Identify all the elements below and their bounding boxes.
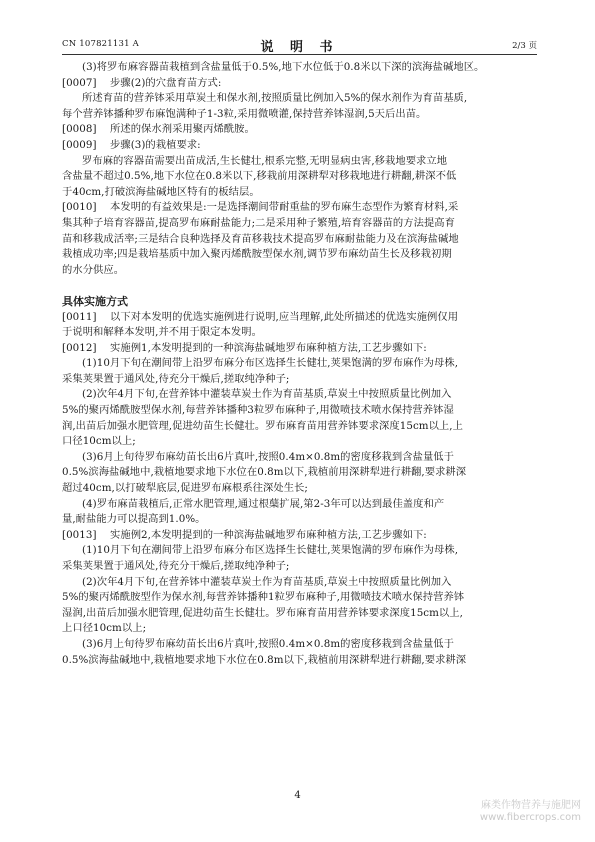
text-line bbox=[62, 60, 537, 76]
page-header bbox=[62, 36, 537, 55]
text-line bbox=[62, 387, 537, 403]
text-line bbox=[62, 356, 537, 372]
line-text: 5%的聚丙烯酰胺型作为保水剂,每营养钵播种1粒罗布麻种子,用微喷技术喷水保持营养钵 bbox=[62, 591, 465, 604]
paragraph-number: [0009] bbox=[62, 138, 97, 151]
line-text: 本发明的有益效果是:一是选择潮间带耐重盐的罗布麻生态型作为繁育材料,采 bbox=[110, 201, 459, 214]
text-line bbox=[62, 216, 537, 232]
text-line bbox=[62, 325, 537, 341]
line-text: 所述的保水剂采用聚丙烯酰胺。 bbox=[110, 123, 255, 136]
text-line bbox=[62, 419, 537, 435]
line-text: (1)10月下旬在潮间带上沿罗布麻分布区选择生长健壮,荚果饱满的罗布麻作为母株, bbox=[82, 357, 459, 370]
line-text: 的水分供应。 bbox=[62, 263, 125, 276]
page-number: 4 bbox=[294, 790, 301, 801]
line-text: 含盐量不超过0.5%,地下水位在0.8米以下,移栽前用深耕犁对移栽地进行耕翻,耕深不低 bbox=[62, 170, 457, 183]
line-text: 每个营养钵播种罗布麻饱满种子1-3粒,采用微喷灌,保持营养钵湿润,5天后出苗。 bbox=[62, 107, 427, 120]
text-line bbox=[62, 403, 537, 419]
line-text: 湿润,出苗后加强水肥管理,促进幼苗生长健壮。罗布麻育苗用营养钵要求深度15cm以上, bbox=[62, 606, 463, 619]
line-text: 0.5%滨海盐碱地中,栽植地要求地下水位在0.8m以下,栽植前用深耕犁进行耕翻,要求耕深 bbox=[62, 653, 467, 666]
line-text: 以下对本发明的优选实施例进行说明,应当理解,此处所描述的优选实施例仅用 bbox=[110, 310, 459, 323]
line-text: 栽植成功率;四是栽培基质中加入聚丙烯酰胺型保水剂,调节罗布麻幼苗生长及移栽初期 bbox=[62, 248, 452, 261]
text-line bbox=[62, 543, 537, 559]
watermark-site-name: 麻类作物营养与施肥网 bbox=[481, 800, 581, 811]
text-line bbox=[62, 637, 537, 653]
text-line bbox=[62, 465, 537, 481]
text-line bbox=[62, 310, 537, 326]
text-line bbox=[62, 232, 537, 248]
text-line bbox=[62, 185, 537, 201]
section-heading: 具体实施方式 bbox=[62, 294, 128, 308]
line-text: (2)次年4月下旬,在营养钵中灌装草炭土作为育苗基质,草炭土中按照质量比例加入 bbox=[82, 575, 452, 588]
text-line bbox=[62, 575, 537, 591]
text-line bbox=[62, 497, 537, 513]
line-text: 5%的聚丙烯酰胺型保水剂,每营养钵播种3粒罗布麻种子,用微喷技术喷水保持营养钵湿 bbox=[62, 404, 454, 417]
text-line bbox=[62, 512, 537, 528]
text-line bbox=[62, 372, 537, 388]
text-line bbox=[62, 263, 537, 279]
document-body bbox=[62, 60, 537, 668]
text-line bbox=[62, 91, 537, 107]
line-text: 罗布麻的容器苗需要出苗成活,生长健壮,根系完整,无明显病虫害,移栽地要求立地 bbox=[82, 154, 448, 167]
line-text: (2)次年4月下旬,在营养钵中灌装草炭土作为育苗基质,草炭土中按照质量比例加入 bbox=[82, 388, 452, 401]
line-text: (4)罗布麻苗栽植后,正常水肥管理,通过根蘖扩展,第2-3年可以达到最佳盖度和产 bbox=[82, 497, 445, 510]
text-line bbox=[62, 122, 537, 138]
line-text: 于40cm,打破滨海盐碱地区特有的板结层。 bbox=[62, 185, 260, 198]
text-line bbox=[62, 138, 537, 154]
watermark-url: www.fibercrops.com bbox=[479, 812, 581, 823]
paragraph-number: [0007] bbox=[62, 76, 97, 89]
patent-number: CN 107821131 A bbox=[62, 39, 139, 49]
line-text: 量,耐盐能力可以提高到1.0%。 bbox=[62, 513, 206, 526]
text-line bbox=[62, 653, 537, 669]
text-line bbox=[62, 606, 537, 622]
paragraph-number: [0011] bbox=[62, 310, 97, 323]
line-text: 采集荚果置于通风处,待充分干燥后,搓取纯净种子; bbox=[62, 560, 290, 572]
line-text: (3)6月上旬待罗布麻幼苗长出6片真叶,按照0.4m×0.8m的密度移栽到含盐量低于 bbox=[82, 637, 454, 650]
line-text: 口径10cm以上; bbox=[62, 435, 136, 448]
text-line bbox=[62, 434, 537, 450]
text-line bbox=[62, 450, 537, 466]
line-text: 集其种子培育容器苗,提高罗布麻耐盐能力;二是采用种子繁殖,培育容器苗的方法提高育 bbox=[62, 216, 455, 229]
paragraph-number: [0008] bbox=[62, 123, 97, 136]
paragraph-number: [0010] bbox=[62, 201, 97, 214]
text-line bbox=[62, 621, 537, 637]
text-line bbox=[62, 107, 537, 123]
text-line bbox=[62, 247, 537, 263]
line-text: (1)10月下旬在潮间带上沿罗布麻分布区选择生长健壮,荚果饱满的罗布麻作为母株, bbox=[82, 544, 459, 557]
line-text: 采集荚果置于通风处,待充分干燥后,搓取纯净种子; bbox=[62, 372, 290, 385]
text-line bbox=[62, 559, 537, 575]
line-text: 于说明和解释本发明,并不用于限定本发明。 bbox=[62, 326, 262, 339]
line-text: 苗和移栽成活率;三是结合良种选择及育苗移栽技术提高罗布麻耐盐能力及在滨海盐碱地 bbox=[62, 232, 459, 245]
line-text: 所述育苗的营养钵采用草炭土和保水剂,按照质量比例加入5%的保水剂作为育苗基质, bbox=[82, 92, 468, 105]
line-text: 步骤(3)的栽植要求: bbox=[110, 138, 201, 151]
text-line bbox=[62, 76, 537, 92]
text-line bbox=[62, 154, 537, 170]
document-title: 说 明 书 bbox=[260, 40, 339, 55]
line-text: (3)将罗布麻容器苗栽植到含盐量低于0.5%,地下水位低于0.8米以下深的滨海盐碱地区。 bbox=[82, 61, 485, 73]
line-text: 实施例2,本发明提到的一种滨海盐碱地罗布麻种植方法,工艺步骤如下: bbox=[110, 528, 427, 541]
line-text: 超过40cm,以打破犁底层,促进罗布麻根系往深处生长; bbox=[62, 482, 308, 495]
line-text: 润,出苗后加强水肥管理,促进幼苗生长健壮。罗布麻育苗用营养钵要求深度15cm以上,上 bbox=[62, 419, 463, 432]
line-text: 0.5%滨海盐碱地中,栽植地要求地下水位在0.8m以下,栽植前用深耕犁进行耕翻,要求耕深 bbox=[62, 466, 467, 479]
text-line bbox=[62, 528, 537, 544]
watermark bbox=[480, 800, 581, 824]
text-line bbox=[62, 200, 537, 216]
blank-line bbox=[62, 278, 537, 294]
line-text: 上口径10cm以上; bbox=[62, 622, 147, 635]
text-line bbox=[62, 169, 537, 185]
text-line bbox=[62, 481, 537, 497]
paragraph-number: [0012] bbox=[62, 341, 97, 354]
text-line bbox=[62, 590, 537, 606]
text-line bbox=[62, 341, 537, 357]
line-text: 步骤(2)的穴盘育苗方式: bbox=[110, 76, 222, 89]
paragraph-number: [0013] bbox=[62, 528, 97, 541]
line-text: 实施例1,本发明提到的一种滨海盐碱地罗布麻种植方法,工艺步骤如下: bbox=[110, 341, 427, 354]
line-text: (3)6月上旬待罗布麻幼苗长出6片真叶,按照0.4m×0.8m的密度移栽到含盐量低于 bbox=[82, 450, 454, 463]
page-indicator: 2/3 页 bbox=[512, 41, 537, 51]
